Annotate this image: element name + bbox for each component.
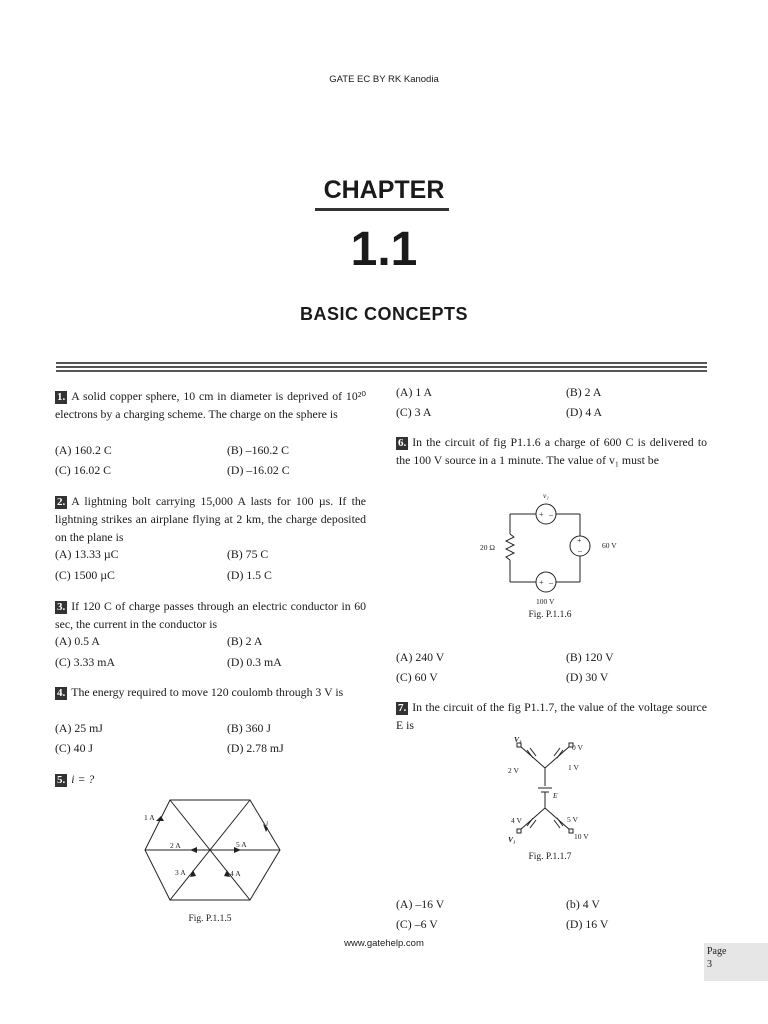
question-7 (396, 698, 707, 734)
question-text: A solid copper sphere, 10 cm in diameter is deprived of 10²⁰ electrons by a charging scheme. The charge on the sphere is (55, 389, 366, 422)
option-d: (D) 30 V (566, 670, 609, 684)
option-d: (D) 0.3 mA (227, 655, 282, 669)
question-number: 3. (57, 601, 66, 613)
divider-rule (56, 362, 707, 364)
footer-url: www.gatehelp.com (344, 938, 424, 949)
svg-text:+: + (539, 578, 544, 587)
question-3 (55, 597, 366, 633)
option-b: (b) 4 V (566, 897, 600, 911)
voltage-label: 5 V (567, 815, 578, 824)
voltage-label: 0 V (572, 743, 583, 752)
question-6 (396, 433, 707, 469)
option-c: (C) 3.33 mA (55, 655, 115, 669)
current-label: 2 A (170, 841, 181, 850)
option-b: (B) 360 J (227, 721, 271, 735)
option-b: (B) 120 V (566, 650, 614, 664)
figure-caption: Fig. P.1.1.7 (528, 852, 572, 862)
chapter-underline (315, 208, 449, 211)
option-d: (D) 16 V (566, 917, 609, 931)
current-label: 3 A (175, 868, 186, 877)
option-d: (D) 4 A (566, 405, 603, 419)
svg-text:+: + (539, 510, 544, 519)
question-text: The energy required to move 120 coulomb through 3 V is (71, 685, 344, 699)
question-text: In the circuit of the fig P1.1.7, the value of the voltage source E is (396, 700, 707, 733)
question-number: 2. (57, 496, 66, 508)
option-c: (C) 60 V (396, 670, 438, 684)
option-a: (A) 25 mJ (55, 721, 103, 735)
chapter-number: 1.1 (350, 223, 418, 276)
voltage-label: 1 V (568, 763, 579, 772)
page-number-box (704, 943, 768, 981)
voltage-label: 100 V (536, 597, 555, 606)
question-number: 7. (398, 702, 407, 714)
resistor-label: 20 Ω (480, 543, 495, 552)
divider-rule (56, 366, 707, 368)
hexagon-figure (130, 790, 290, 910)
voltage-label: v₁ (543, 491, 549, 500)
option-c: (C) 16.02 C (55, 463, 112, 477)
question-4 (55, 683, 366, 701)
question-number: 4. (57, 687, 66, 699)
question-number: 5. (57, 774, 66, 786)
option-b: (B) 75 C (227, 547, 269, 561)
option-a: (A) 160.2 C (55, 443, 112, 457)
figure-caption: Fig. P.1.1.5 (188, 914, 232, 924)
question-text: If 120 C of charge passes through an electric conductor in 60 sec, the current in the conductor is (55, 599, 366, 632)
option-b: (B) 2 A (227, 634, 263, 648)
option-c: (C) –6 V (396, 917, 438, 931)
question-text: A lightning bolt carrying 15,000 A lasts for 100 µs. If the lightning strikes an airplane flying at 2 km, the charge deposited on the plane is (55, 494, 366, 545)
page-number: 3 (707, 959, 712, 970)
circuit-figure-p116 (470, 486, 630, 610)
option-a: (A) –16 V (396, 897, 445, 911)
option-a: (A) 240 V (396, 650, 445, 664)
option-c: (C) 1500 µC (55, 568, 115, 582)
circuit-figure-p117 (500, 736, 610, 848)
option-b: (B) –160.2 C (227, 443, 289, 457)
arrow-icon (156, 816, 164, 821)
node-label: V₂ (514, 736, 522, 744)
current-label: 1 A (144, 813, 155, 822)
source-label: E (553, 791, 558, 800)
voltage-label: 2 V (508, 766, 519, 775)
voltage-label: 4 V (511, 816, 522, 825)
option-c: (C) 40 J (55, 741, 94, 755)
terminal-icon (517, 829, 521, 833)
option-a: (A) 0.5 A (55, 634, 100, 648)
svg-text:+: + (577, 536, 582, 545)
svg-text:–: – (549, 578, 553, 587)
option-d: (D) 1.5 C (227, 568, 272, 582)
option-d: (D) 2.78 mJ (227, 741, 284, 755)
svg-text:–: – (549, 510, 553, 519)
option-d: (D) –16.02 C (227, 463, 290, 477)
arrow-icon (190, 847, 197, 853)
question-5 (55, 770, 366, 788)
option-b: (B) 2 A (566, 385, 602, 399)
option-c: (C) 3 A (396, 405, 432, 419)
voltage-label: 10 V (574, 832, 589, 841)
question-text: i = ? (71, 772, 95, 786)
question-1 (55, 387, 366, 423)
voltage-label: 60 V (602, 541, 617, 550)
option-a: (A) 1 A (396, 385, 433, 399)
page-label: Page (707, 946, 727, 957)
current-label: 4 A (230, 869, 241, 878)
question-number: 1. (57, 391, 66, 403)
chapter-label: CHAPTER (323, 176, 445, 204)
question-number: 6. (398, 437, 407, 449)
question-2 (55, 492, 366, 547)
current-label: 5 A (236, 840, 247, 849)
figure-caption: Fig. P.1.1.6 (528, 610, 572, 620)
option-a: (A) 13.33 µC (55, 547, 119, 561)
node-label: V₁ (508, 835, 516, 844)
current-label: i (266, 819, 269, 828)
divider-rule (56, 370, 707, 372)
svg-text:–: – (578, 546, 582, 555)
chapter-title: BASIC CONCEPTS (299, 304, 468, 324)
terminal-icon (569, 829, 573, 833)
running-header: GATE EC BY RK Kanodia (329, 74, 439, 85)
question-text: In the circuit of fig P1.1.6 a charge of 600 C is delivered to the 100 V source in a 1 minute. The value of v₁ must be (396, 435, 707, 468)
